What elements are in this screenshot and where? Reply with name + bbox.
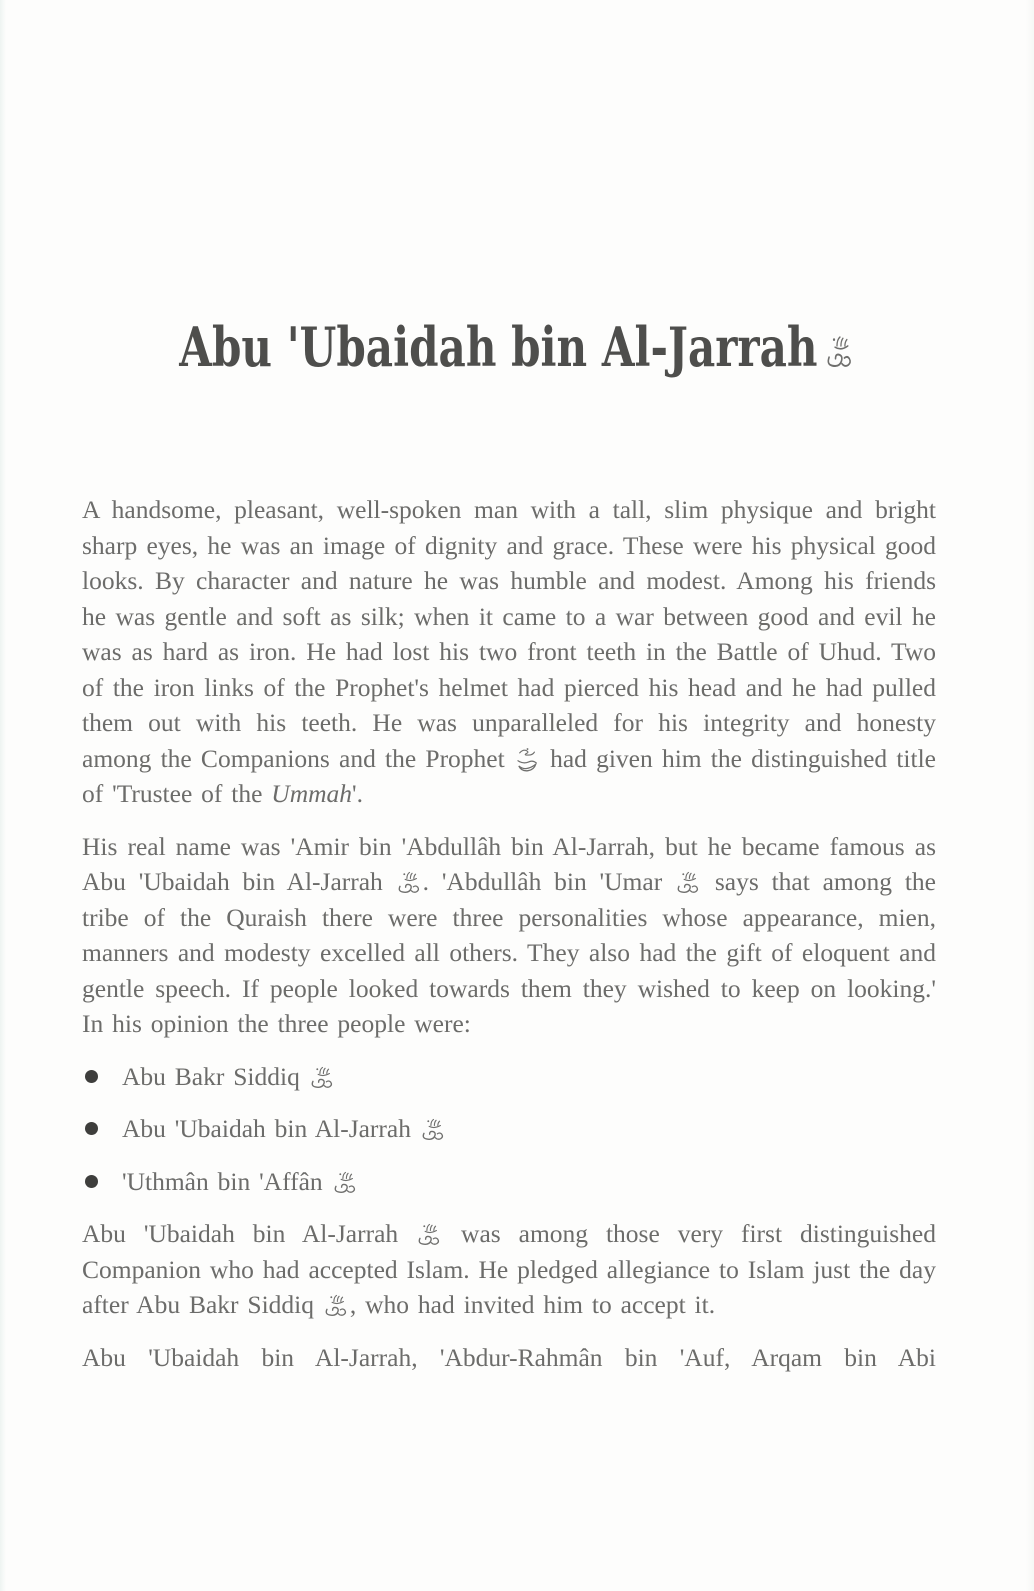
text-run: Abu Bakr Siddiq (122, 1061, 309, 1091)
italic-text-run: Ummah (271, 779, 353, 808)
text-run: , who had invited him to accept it. (349, 1290, 716, 1319)
text-run: His real name was 'Amir bin 'Abdullâh bin Al-Jarrah, but he became famous as Abu 'Ubaidah bin Al-Jarrah (82, 831, 936, 896)
list-item (82, 1059, 936, 1095)
bullet-list (82, 1059, 936, 1200)
paragraph (82, 829, 936, 1042)
text-run: was among those very first distinguished Companion who had accepted Islam. He pledged allegiance to Islam just the day after Abu Bakr Siddiq (82, 1219, 937, 1319)
paragraph (82, 1216, 936, 1323)
paragraph (82, 1340, 936, 1376)
text-run: 'Uthmân bin 'Affân (122, 1166, 332, 1196)
radi-allahu-anhu-icon (817, 326, 854, 376)
radi-allahu-anhu-icon (332, 1169, 359, 1195)
chapter-title (0, 0, 1034, 379)
text-run: Abu 'Ubaidah bin Al-Jarrah (122, 1114, 420, 1143)
radi-allahu-anhu-icon (309, 1064, 336, 1090)
list-item (82, 1164, 936, 1200)
text-run: . 'Abdullâh bin 'Umar (422, 867, 676, 896)
text-run: Abu 'Ubaidah bin Al-Jarrah, 'Abdur-Rahmân bin 'Auf, Arqam bin Abi (82, 1342, 936, 1372)
list-item (82, 1111, 936, 1147)
page-body (0, 492, 1034, 1375)
chapter-title-inner (179, 315, 855, 379)
radi-allahu-anhu-icon (416, 1221, 443, 1247)
text-run: '. (352, 779, 364, 808)
text-run: Abu 'Ubaidah bin Al-Jarrah (82, 1219, 417, 1248)
paragraph (82, 492, 936, 812)
radi-allahu-anhu-icon (675, 869, 702, 895)
bullet-dot-icon (85, 1070, 98, 1083)
sallallahu-alayhi-wa-sallam-icon (514, 746, 541, 772)
text-run: A handsome, pleasant, well-spoken man with a tall, slim physique and bright sharp eyes, he was an image of dignity and grace. These were his physical good looks. By character and nature he was humble and modest. Among his friends he was gentle and soft as silk; when it came to a war between good and evil he was as hard as iron. He had lost his two front teeth in the Battle of Uhud. Two of the iron links of the Prophet's helmet had pierced his head and he had pulled them out with his teeth. He was unparalleled for his integrity and honesty among the Companions and the Prophet (82, 495, 936, 773)
radi-allahu-anhu-icon (396, 869, 423, 895)
chapter-title-text: Abu 'Ubaidah bin Al-Jarrah (179, 315, 818, 379)
text-run: had given him the distinguished title of 'Trustee of the (82, 743, 936, 808)
radi-allahu-anhu-icon (420, 1116, 447, 1142)
bullet-dot-icon (85, 1175, 98, 1188)
radi-allahu-anhu-icon (323, 1292, 350, 1318)
bullet-dot-icon (85, 1122, 98, 1135)
text-run: says that among the tribe of the Quraish there were three personalities whose appearance, mien, manners and modesty excelled all others. They also had the gift of eloquent and gentle speech. If people looked towards them they wished to keep on looking.' In his opinion the three people were: (82, 867, 936, 1038)
